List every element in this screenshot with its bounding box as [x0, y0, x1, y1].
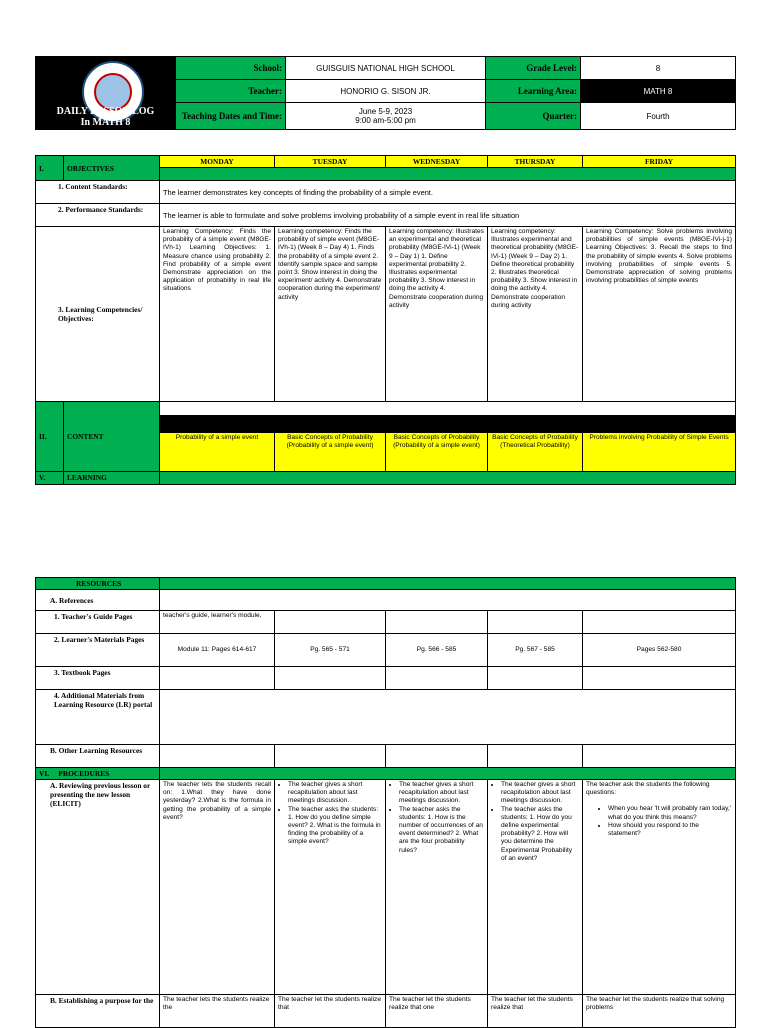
tb-tuesday: [275, 667, 386, 690]
resources-label: RESOURCES: [36, 578, 160, 590]
resources-table: [35, 577, 736, 1028]
title-cell: [36, 57, 176, 130]
review-thursday-bullet-2: • The teacher asks the students: 1. How do you define experimental probability? 2. How will you determine the Experimental Probability of an event?: [501, 806, 579, 863]
purpose-monday: The teacher lets the students realize the: [160, 995, 275, 1028]
teacher-value: HONORIO G. SISON JR.: [286, 80, 486, 103]
area-label: Learning Area:: [486, 80, 581, 103]
purpose-tuesday: The teacher let the students realize that: [275, 995, 386, 1028]
lm-monday: Module 11: Pages 614-617: [160, 634, 275, 667]
textbook-label: 3. Textbook Pages: [36, 667, 160, 690]
review-tuesday-bullet-2: • The teacher asks the students: 1. How do you define simple event? 2. What is the formula in finding the probability of a simple event?: [288, 806, 382, 847]
review-monday: The teacher lets the students recall on: 1.What they have done yesterday? 2.What is the formula in getting the probability of a simple event?: [160, 780, 275, 995]
purpose-friday: The teacher let the students realize that solving problems: [583, 995, 736, 1028]
competency-thursday: Learning competency: Illustrates experimental and theoretical probability (M8GE-IVi-1) (Week 9 – Day 2) 1. Define theoretical probability 2. Illustrates theoretical probability 3. Show interest in doing the activity 4. Demonstrate cooperation during activity: [488, 227, 583, 402]
other-monday: [160, 745, 275, 768]
dates-label: Teaching Dates and Time:: [176, 103, 286, 130]
review-friday-intro: The teacher ask the students the following questions:: [586, 781, 710, 797]
tg-tuesday: [275, 611, 386, 634]
reviewing-label: A. Reviewing previous lesson or presenting the new lesson (ELICIT): [36, 780, 160, 995]
review-thursday: [488, 780, 583, 995]
dates-cell: [286, 103, 486, 130]
other-resources-label: B. Other Learning Resources: [36, 745, 160, 768]
tg-monday: teacher's guide, learner's module,: [160, 611, 275, 634]
quarter-value: Fourth: [581, 103, 736, 130]
objectives-label: OBJECTIVES: [64, 156, 160, 181]
content-thursday: Basic Concepts of Probability (Theoretical Probability): [488, 433, 583, 472]
content-black-band: [160, 416, 736, 433]
competencies-label: 3. Learning Competencies/ Objectives:: [36, 227, 160, 402]
lm-wednesday: Pg. 566 - 585: [386, 634, 488, 667]
review-wednesday-bullet-1: • The teacher gives a short recapitulation about last meetings discussion.: [399, 781, 484, 806]
learning-green-band: [160, 472, 736, 485]
tg-wednesday: [386, 611, 488, 634]
tb-monday: [160, 667, 275, 690]
teacher-label: Teacher:: [176, 80, 286, 103]
grade-value: 8: [581, 57, 736, 80]
quarter-label: Quarter:: [486, 103, 581, 130]
content-num: II.: [36, 402, 64, 472]
purpose-wednesday: The teacher let the students realize that one: [386, 995, 488, 1028]
review-friday: [583, 780, 736, 995]
day-tuesday: TUESDAY: [275, 156, 386, 168]
tg-thursday: [488, 611, 583, 634]
day-friday: FRIDAY: [583, 156, 736, 168]
perf-std-label: 2. Performance Standards:: [36, 204, 160, 227]
header-table: [35, 56, 736, 130]
other-wednesday: [386, 745, 488, 768]
procedures-title: PROCEDURES: [58, 769, 110, 778]
review-friday-bullet-1: • When you hear 'It will probably rain today,' what do you think this means?: [608, 805, 732, 821]
content-blank-row: [160, 402, 736, 416]
day-thursday: THURSDAY: [488, 156, 583, 168]
content-wednesday: Basic Concepts of Probability (Probability of a simple event): [386, 433, 488, 472]
tb-wednesday: [386, 667, 488, 690]
purpose-label: B. Establishing a purpose for the: [36, 995, 160, 1028]
content-tuesday: Basic Concepts of Probability (Probability of a simple event): [275, 433, 386, 472]
day-monday: MONDAY: [160, 156, 275, 168]
review-thursday-bullet-1: • The teacher gives a short recapitulation about last meetings discussion.: [501, 781, 579, 806]
school-label: School:: [176, 57, 286, 80]
other-tuesday: [275, 745, 386, 768]
procedures-label: [36, 768, 160, 780]
page-title: DAILY LESSON LOG: [56, 106, 155, 117]
resources-green-band: [160, 578, 736, 590]
lm-thursday: Pg. 567 - 585: [488, 634, 583, 667]
learning-num: V.: [36, 472, 64, 485]
page-subtitle: In MATH 8: [80, 117, 131, 128]
content-friday: Problems involving Probability of Simple Events: [583, 433, 736, 472]
time-value: 9:00 am-5:00 pm: [355, 116, 416, 125]
school-value: GUISGUIS NATIONAL HIGH SCHOOL: [286, 57, 486, 80]
competency-monday: Learning Competency: Finds the probability of a simple event (M8GE-IVh-1) Learning Objectives: 1. Measure chance using probability 2. Find probability of a simple event Demonstrate appreciation on the application of probability in real life situations: [160, 227, 275, 402]
competency-friday: Learning Competency: Solve problems involving probabilities of simple events (M8GE-IVi-j-1) Learning Objectives: 3. Recall the steps to find the probability of simple events 4. Solve problems involving probabilities of simple events 5. Demonstrate appreciation of solving problems involving probabilities of simple events: [583, 227, 736, 402]
perf-std-value: The learner is able to formulate and solve problems involving probability of a simple event in real life situation: [160, 204, 736, 227]
review-tuesday-bullet-1: • The teacher gives a short recapitulation about last meetings discussion.: [288, 781, 382, 806]
tb-friday: [583, 667, 736, 690]
tg-label: 1. Teacher's Guide Pages: [36, 611, 160, 634]
review-wednesday: [386, 780, 488, 995]
grade-label: Grade Level:: [486, 57, 581, 80]
day-wednesday: WEDNESDAY: [386, 156, 488, 168]
purpose-thursday: The teacher let the students realize that: [488, 995, 583, 1028]
objectives-table: [35, 155, 736, 485]
additional-materials-label: 4. Additional Materials from Learning Resource (LR) portal: [36, 690, 160, 745]
procedures-green-band: [160, 768, 736, 780]
content-monday: Probability of a simple event: [160, 433, 275, 472]
other-thursday: [488, 745, 583, 768]
review-wednesday-bullet-2: • The teacher asks the students: 1. How is the number of occurrences of an event determined? 2. What are the four probability rules?: [399, 806, 484, 855]
lm-tuesday: Pg. 565 - 571: [275, 634, 386, 667]
dates-value: June 5-9, 2023: [358, 107, 413, 116]
learning-label: LEARNING: [64, 472, 160, 485]
competency-wednesday: Learning competency: Illustrates an experimental and theoretical probability (M8GE-IVi-1) (Week 9 – Day 1) 1. Define experimental probability 2. Illustrates experimental probability 3. Show interest in doing the activity 4. Demonstrate cooperation during activity: [386, 227, 488, 402]
content-std-value: The learner demonstrates key concepts of finding the probability of a simple event.: [160, 181, 736, 204]
objectives-green-band: [160, 168, 736, 181]
content-std-label: 1. Content Standards:: [36, 181, 160, 204]
review-friday-bullet-2: • How should you respond to the statement?: [608, 822, 732, 838]
review-tuesday: [275, 780, 386, 995]
objectives-num: I.: [36, 156, 64, 181]
tg-friday: [583, 611, 736, 634]
lm-label: 2. Learner's Materials Pages: [36, 634, 160, 667]
content-label: CONTENT: [64, 402, 160, 472]
competency-tuesday: Learning competency: Finds the probability of simple event (M8GE-IVh-1) (Week 8 – Day 4) 1. Finds the probability of a simple event 2. Identify sample space and sample point 3. Show interest in doing the experiment/ activity 4. Demonstrate cooperation during the experiment/ activity: [275, 227, 386, 402]
tb-thursday: [488, 667, 583, 690]
area-value: MATH 8: [581, 80, 736, 103]
procedures-num: VI.: [39, 769, 50, 778]
references-blank: [160, 590, 736, 611]
references-label: A. References: [36, 590, 160, 611]
additional-materials-blank: [160, 690, 736, 745]
lm-friday: Pages 562-580: [583, 634, 736, 667]
other-friday: [583, 745, 736, 768]
